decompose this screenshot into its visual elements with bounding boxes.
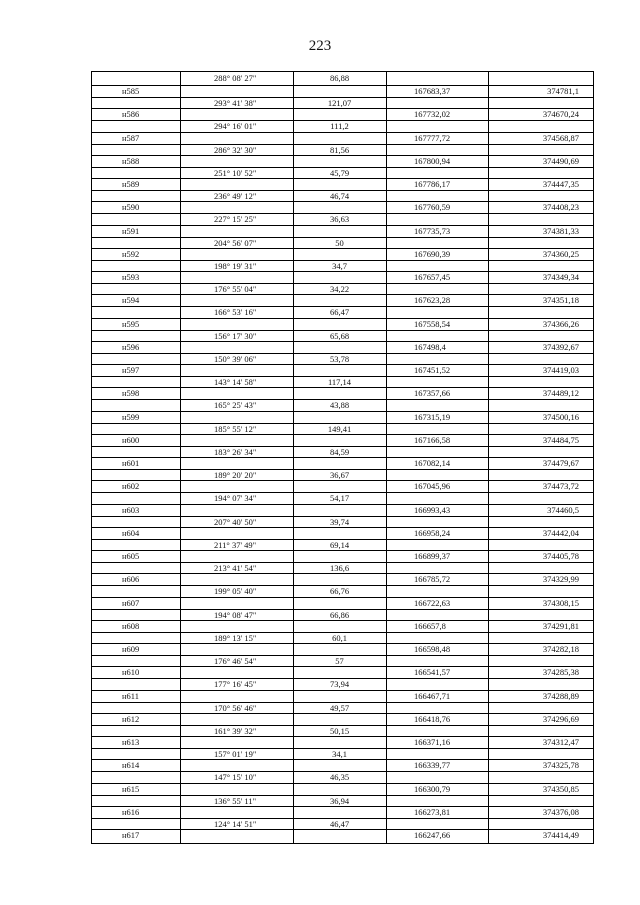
coordinate-x: 167498,4 [414,342,446,352]
segment-angle: 204° 56' 07" [214,238,257,248]
point-label: н607 [122,598,140,608]
segment-angle: 288° 08' 27" [214,73,257,83]
segment-angle: 176° 46' 54" [214,656,257,666]
segment-angle: 124° 14' 51" [214,819,257,829]
segment-length: 46,74 [329,191,350,201]
row-divider [92,666,593,667]
coordinate-x: 167045,96 [414,481,451,491]
row-divider [92,690,593,691]
segment-angle: 293° 41' 38" [214,98,257,108]
segment-angle: 189° 20' 20" [214,470,257,480]
coordinate-x: 167732,02 [414,109,451,119]
segment-length: 34,7 [332,261,347,271]
point-label: н592 [122,249,140,259]
coordinate-y: 374351,18 [542,295,579,305]
segment-length: 117,14 [327,377,352,387]
coordinate-x: 166993,43 [414,505,451,515]
coordinate-x: 166958,24 [414,528,451,538]
segment-angle: 194° 07' 34" [214,493,257,503]
coordinate-y: 374484,75 [542,435,579,445]
segment-angle: 147° 15' 10" [214,772,257,782]
segment-angle: 165° 25' 43" [214,400,257,410]
point-label: н606 [122,574,140,584]
coordinate-x: 167786,17 [414,179,451,189]
point-label: н610 [122,667,140,677]
row-divider [92,85,593,86]
coordinate-y: 374479,67 [542,458,579,468]
segment-angle: 183° 26' 34" [214,447,257,457]
segment-angle: 156° 17' 30" [214,331,257,341]
row-divider [92,736,593,737]
row-divider [92,271,593,272]
segment-length: 84,59 [329,447,350,457]
coordinate-y: 374312,47 [542,737,579,747]
coordinate-x: 167760,59 [414,202,451,212]
coordinate-x: 166899,37 [414,551,451,561]
segment-length: 34,1 [332,749,347,759]
row-divider [92,248,593,249]
coordinate-x: 166273,81 [414,807,451,817]
segment-angle: 251° 10' 52" [214,168,257,178]
segment-length: 121,07 [327,98,352,108]
point-label: н605 [122,551,140,561]
coordinate-x: 166541,57 [414,667,451,677]
point-label: н617 [122,830,140,840]
segment-angle: 157° 01' 19" [214,749,257,759]
segment-angle: 294° 16' 01" [214,121,257,131]
coordinate-x: 166247,66 [414,830,451,840]
point-label: н603 [122,505,140,515]
row-divider [92,155,593,156]
segment-length: 50 [335,238,344,248]
segment-angle: 166° 53' 16" [214,307,257,317]
point-label: н616 [122,807,140,817]
row-divider [92,294,593,295]
segment-length: 73,94 [329,679,350,689]
row-divider [92,434,593,435]
point-label: н590 [122,202,140,212]
point-label: н598 [122,388,140,398]
point-label: н611 [122,691,139,701]
segment-length: 36,94 [329,796,350,806]
coordinate-y: 374381,33 [542,226,579,236]
segment-angle: 207° 40' 50" [214,517,257,527]
coordinate-x: 166300,79 [414,784,451,794]
point-label: н608 [122,621,140,631]
coordinate-y: 374282,18 [542,644,579,654]
row-divider [92,759,593,760]
coordinate-x: 166339,77 [414,760,451,770]
segment-length: 69,14 [329,540,350,550]
row-divider [92,318,593,319]
coordinate-x: 167777,72 [414,133,451,143]
segment-angle: 177° 16' 45" [214,679,257,689]
row-divider [92,201,593,202]
row-divider [92,225,593,226]
segment-length: 43,88 [329,400,350,410]
segment-length: 36,67 [329,470,350,480]
row-divider [92,504,593,505]
row-divider [92,620,593,621]
segment-angle: 194° 08' 47" [214,610,257,620]
point-label: н599 [122,412,140,422]
coordinate-y: 374360,25 [542,249,579,259]
coordinate-x: 166598,48 [414,644,451,654]
coordinate-x: 167357,66 [414,388,451,398]
row-divider [92,643,593,644]
segment-angle: 213° 41' 54" [214,563,257,573]
coordinate-y: 374442,04 [542,528,579,538]
segment-length: 86,88 [329,73,350,83]
coordinate-y: 374419,03 [542,365,579,375]
segment-angle: 161° 39' 32" [214,726,257,736]
segment-angle: 185° 55' 12" [214,424,257,434]
coordinate-y: 374489,12 [542,388,579,398]
coordinate-y: 374288,89 [542,691,579,701]
segment-length: 46,35 [329,772,350,782]
segment-length: 66,86 [329,610,350,620]
coordinate-y: 374376,08 [542,807,579,817]
segment-length: 34,22 [329,284,350,294]
row-divider [92,550,593,551]
segment-angle: 176° 55' 04" [214,284,257,294]
point-label: н589 [122,179,140,189]
row-divider [92,387,593,388]
point-label: н600 [122,435,140,445]
point-label: н597 [122,365,140,375]
coordinate-x: 166722,63 [414,598,451,608]
point-label: н585 [122,86,140,96]
point-label: н612 [122,714,140,724]
coordinate-y: 374405,78 [542,551,579,561]
coordinate-x: 166785,72 [414,574,451,584]
segment-angle: 150° 39' 06" [214,354,257,364]
coordinate-x: 167657,45 [414,272,451,282]
point-label: н602 [122,481,140,491]
segment-length: 53,78 [329,354,350,364]
coordinate-y: 374460,5 [547,505,579,515]
row-divider [92,341,593,342]
row-divider [92,806,593,807]
row-divider [92,108,593,109]
coordinate-y: 374296,69 [542,714,579,724]
coordinate-y: 374670,24 [542,109,579,119]
point-label: н614 [122,760,140,770]
coordinate-x: 167166,58 [414,435,451,445]
coordinate-y: 374568,87 [542,133,579,143]
coordinate-y: 374285,38 [542,667,579,677]
row-divider [92,527,593,528]
segment-length: 39,74 [329,517,350,527]
row-divider [92,573,593,574]
point-label: н604 [122,528,140,538]
segment-length: 54,17 [329,493,350,503]
point-label: н586 [122,109,140,119]
coordinate-y: 374349,34 [542,272,579,282]
row-divider [92,597,593,598]
point-label: н588 [122,156,140,166]
coordinate-x: 167451,52 [414,365,451,375]
page-number: 223 [308,38,332,54]
segment-length: 111,2 [330,121,349,131]
segment-angle: 227° 15' 25" [214,214,257,224]
coordinate-y: 374473,72 [542,481,579,491]
coordinate-x: 167315,19 [414,412,451,422]
segment-angle: 143° 14' 58" [214,377,257,387]
coordinate-x: 166467,71 [414,691,451,701]
coordinate-x: 167082,14 [414,458,451,468]
point-label: н609 [122,644,140,654]
row-divider [92,457,593,458]
coordinate-x: 166371,16 [414,737,451,747]
segment-length: 136,6 [329,563,350,573]
row-divider [92,132,593,133]
segment-length: 81,56 [329,145,350,155]
coordinate-x: 167558,54 [414,319,451,329]
coordinate-x: 167735,73 [414,226,451,236]
segment-length: 57 [335,656,344,666]
coordinate-y: 374500,16 [542,412,579,422]
segment-angle: 211° 37' 49" [214,540,257,550]
coordinate-y: 374366,26 [542,319,579,329]
point-label: н613 [122,737,140,747]
point-label: н595 [122,319,140,329]
point-label: н615 [122,784,140,794]
segment-length: 49,57 [329,703,350,713]
row-divider [92,178,593,179]
segment-angle: 170° 56' 46" [214,703,257,713]
segment-angle: 199° 05' 40" [214,586,257,596]
segment-length: 50,15 [329,726,350,736]
segment-length: 36,63 [329,214,350,224]
coordinate-x: 166418,76 [414,714,451,724]
segment-angle: 198° 19' 31" [214,261,257,271]
segment-angle: 189° 13' 15" [214,633,257,643]
segment-angle: 136° 55' 11" [214,796,257,806]
segment-length: 66,47 [329,307,350,317]
coordinate-y: 374414,49 [542,830,579,840]
coordinate-y: 374291,81 [542,621,579,631]
segment-length: 66,76 [329,586,350,596]
coordinate-y: 374392,67 [542,342,579,352]
segment-length: 149,41 [327,424,352,434]
point-label: н593 [122,272,140,282]
coordinate-y: 374329,99 [542,574,579,584]
point-label: н587 [122,133,140,143]
coordinate-x: 167623,28 [414,295,451,305]
segment-length: 65,68 [329,331,350,341]
coordinate-y: 374408,23 [542,202,579,212]
coordinate-y: 374308,15 [542,598,579,608]
segment-angle: 286° 32' 30" [214,145,257,155]
row-divider [92,783,593,784]
row-divider [92,829,593,830]
coordinates-table [91,71,594,844]
point-label: н591 [122,226,140,236]
coordinate-x: 167683,37 [414,86,451,96]
coordinate-x: 167690,39 [414,249,451,259]
point-label: н594 [122,295,140,305]
segment-length: 45,79 [329,168,350,178]
row-divider [92,480,593,481]
row-divider [92,364,593,365]
coordinate-y: 374490,69 [542,156,579,166]
segment-length: 46,47 [329,819,350,829]
row-divider [92,713,593,714]
coordinate-y: 374781,1 [547,86,579,96]
point-label: н596 [122,342,140,352]
segment-angle: 236° 49' 12" [214,191,257,201]
coordinate-y: 374447,35 [542,179,579,189]
point-label: н601 [122,458,140,468]
coordinate-y: 374350,85 [542,784,579,794]
coordinate-y: 374325,78 [542,760,579,770]
row-divider [92,411,593,412]
coordinate-x: 167800,94 [414,156,451,166]
segment-length: 60,1 [332,633,347,643]
coordinate-x: 166657,8 [414,621,446,631]
